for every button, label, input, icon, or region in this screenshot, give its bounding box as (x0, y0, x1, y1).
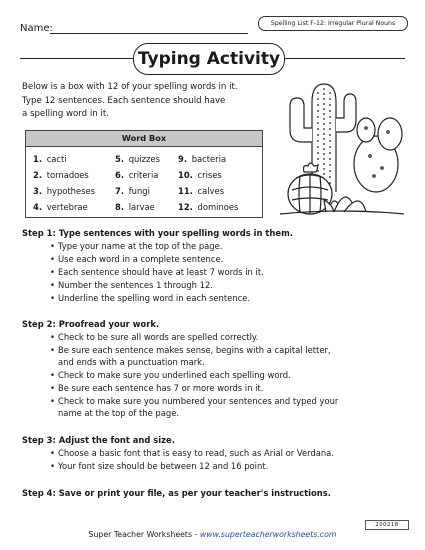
list-item-continued: name at the top of the page. (58, 408, 180, 418)
list-item: • Be sure each sentence makes sense, begins with a capital letter, (50, 345, 331, 355)
intro-text (22, 81, 258, 122)
list-item: • Number the sentences 1 through 12. (50, 280, 213, 290)
spelling-list-tag: Spelling List F-12: Irregular Plural Nouns (258, 16, 408, 31)
page-title: Typing Activity (133, 43, 285, 75)
list-item: • Type your name at the top of the page. (50, 241, 223, 251)
word-item: 3. hypotheses (33, 186, 96, 196)
word-item: 6. criteria (115, 170, 159, 180)
word-item: 9. bacteria (178, 154, 227, 164)
word-item: 11. calves (178, 186, 225, 196)
word-box-header: Word Box (26, 131, 262, 147)
word-item: 2. tornadoes (33, 170, 89, 180)
word-item: 12. dominoes (178, 202, 239, 212)
step-3-title: Step 3: Adjust the font and size. (22, 435, 175, 445)
worksheet-id: 200218 (365, 520, 409, 530)
intro-line-1: Below is a box with 12 of your spelling words in it. (22, 82, 238, 92)
list-item: • Use each word in a complete sentence. (50, 254, 224, 264)
intro-line-2: Type 12 sentences. Each sentence should have (22, 95, 226, 106)
intro-line-3: a spelling word in it. (22, 109, 109, 119)
step-2-title: Step 2: Proofread your work. (22, 319, 160, 329)
list-item: • Be sure each sentence has 7 or more words in it. (50, 383, 264, 393)
list-item: • Each sentence should have at least 7 words in it. (50, 267, 264, 277)
word-item: 4. vertebrae (33, 202, 88, 212)
list-item: • Your font size should be between 12 and 16 point. (50, 461, 269, 471)
footer-prefix: Super Teacher Worksheets - (88, 530, 200, 539)
step-1-title: Step 1: Type sentences with your spelling words in them. (22, 228, 293, 238)
name-line (50, 33, 248, 34)
list-item: • Underline the spelling word in each sentence. (50, 293, 251, 303)
list-item: • Check to be sure all words are spelled correctly. (50, 332, 259, 342)
word-item: 10. crises (178, 170, 222, 180)
word-item: 8. larvae (115, 202, 155, 212)
list-item: • Check to make sure you underlined each spelling word. (50, 370, 291, 380)
footer (0, 530, 425, 539)
list-item: • Choose a basic font that is easy to read, such as Arial or Verdana. (50, 448, 334, 458)
footer-url[interactable]: www.superteacherworksheets.com (199, 530, 337, 539)
name-label: Name: (20, 23, 53, 34)
word-item: 1. cacti (33, 154, 67, 164)
step-4-title: Step 4: Save or print your file, as per your teacher's instructions. (22, 488, 331, 498)
cactus-illustration (272, 72, 410, 220)
list-item: • Check to make sure you numbered your sentences and typed your (50, 396, 339, 406)
word-box (25, 130, 263, 218)
word-item: 7. fungi (115, 186, 150, 196)
list-item-continued: and ends with a punctuation mark. (58, 357, 205, 367)
word-item: 5. quizzes (115, 154, 160, 164)
